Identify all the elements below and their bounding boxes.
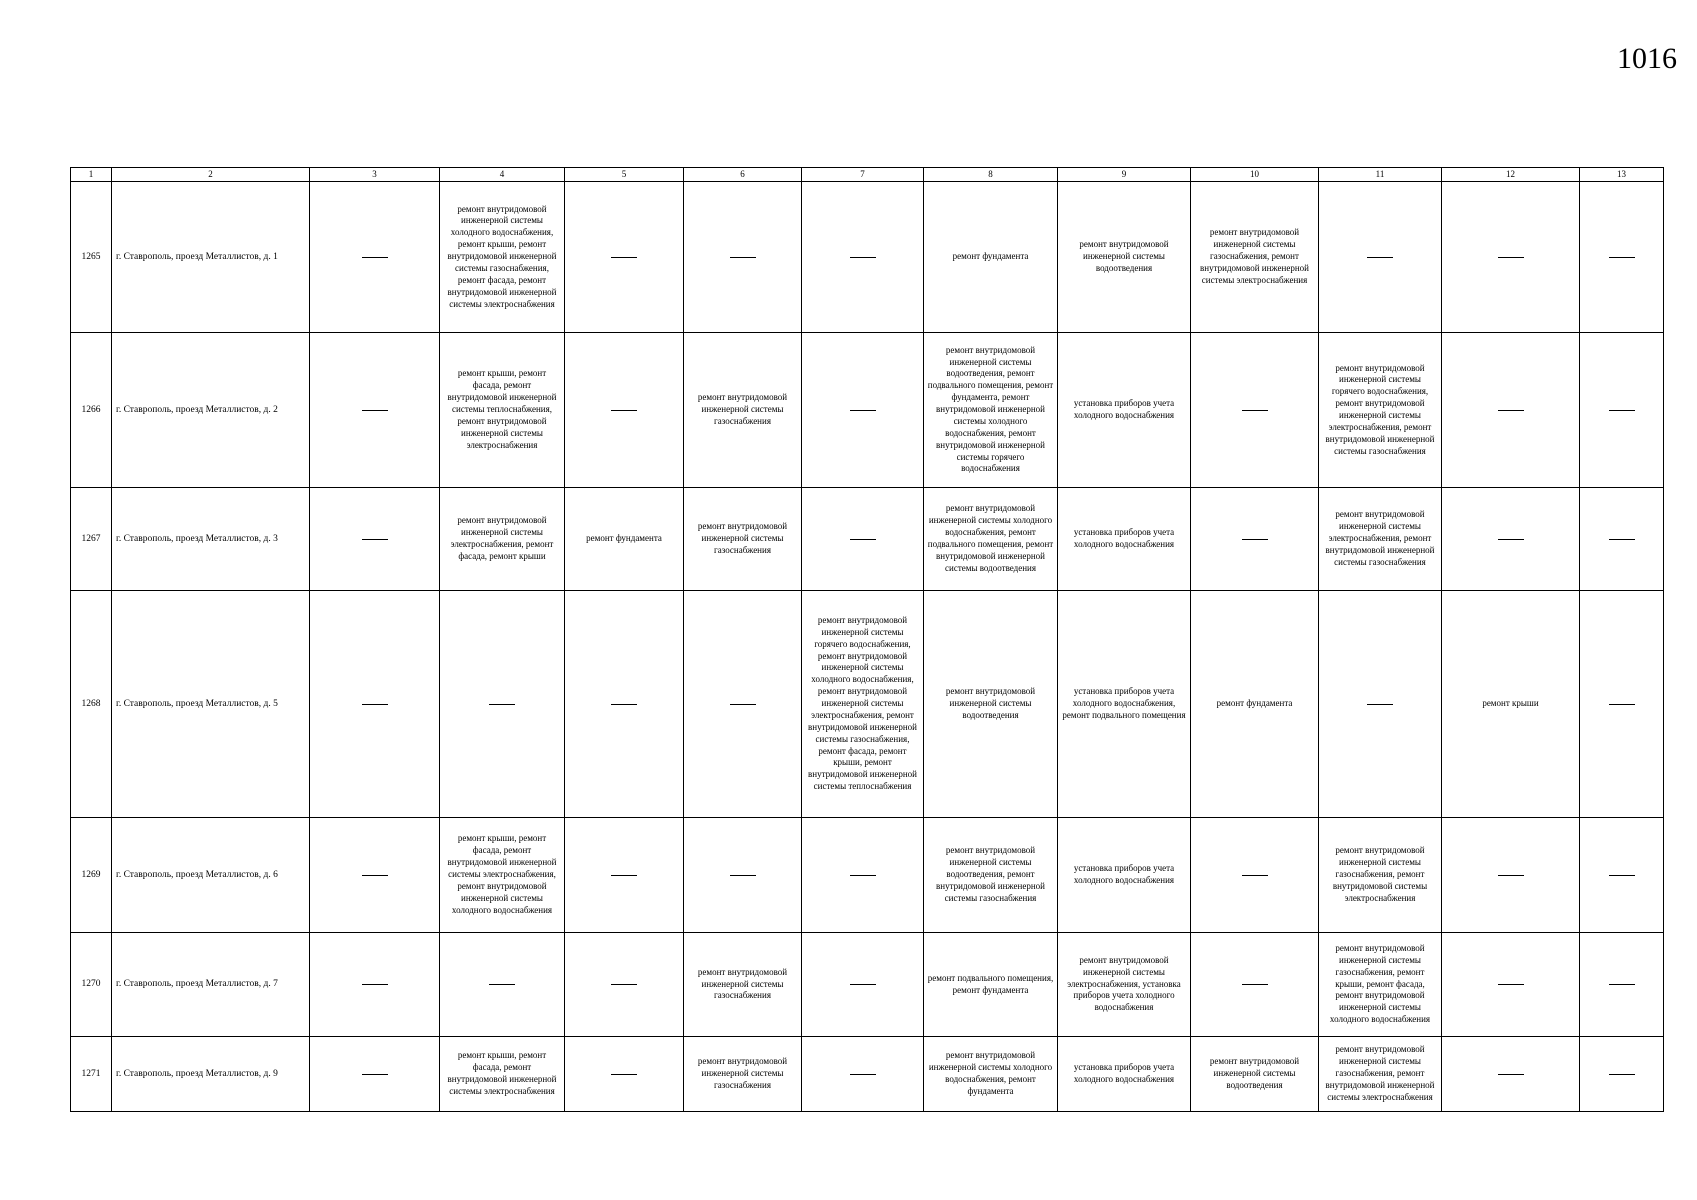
empty-dash <box>362 257 388 258</box>
empty-dash <box>1609 539 1635 540</box>
empty-dash <box>362 704 388 705</box>
empty-dash <box>1609 984 1635 985</box>
empty-dash <box>850 984 876 985</box>
empty-dash <box>611 984 637 985</box>
table-cell <box>802 933 924 1037</box>
address-cell: г. Ставрополь, проезд Металлистов, д. 1 <box>112 182 310 333</box>
empty-dash <box>1609 257 1635 258</box>
empty-dash <box>730 875 756 876</box>
empty-dash <box>611 704 637 705</box>
empty-dash <box>1367 704 1393 705</box>
empty-dash <box>362 984 388 985</box>
table-cell: ремонт внутридомовой инженерной системы водоотведения <box>924 591 1058 818</box>
table-cell: ремонт крыши, ремонт фасада, ремонт внутридомовой инженерной системы электроснабжения, ремонт внутридомовой инженерной системы холодного водоснабжения <box>440 818 565 933</box>
table-cell: ремонт внутридомовой инженерной системы газоснабжения <box>684 1037 802 1112</box>
table-cell <box>310 488 440 591</box>
table-cell: установка приборов учета холодного водоснабжения <box>1058 333 1191 488</box>
column-header: 3 <box>310 168 440 182</box>
column-header: 1 <box>71 168 112 182</box>
column-number-row <box>71 168 1664 182</box>
column-header: 10 <box>1191 168 1319 182</box>
empty-dash <box>611 410 637 411</box>
table-cell <box>1580 818 1664 933</box>
address-cell: г. Ставрополь, проезд Металлистов, д. 7 <box>112 933 310 1037</box>
table-cell <box>1191 933 1319 1037</box>
table-cell <box>565 182 684 333</box>
table-cell: ремонт внутридомовой инженерной системы электроснабжения, ремонт фасада, ремонт крыши <box>440 488 565 591</box>
table-cell: ремонт внутридомовой инженерной системы водоотведения <box>1191 1037 1319 1112</box>
column-header: 7 <box>802 168 924 182</box>
table-row <box>71 488 1664 591</box>
empty-dash <box>730 257 756 258</box>
empty-dash <box>1498 984 1524 985</box>
table-cell <box>1319 591 1442 818</box>
empty-dash <box>1367 257 1393 258</box>
table-cell: ремонт внутридомовой инженерной системы горячего водоснабжения, ремонт внутридомовой инженерной системы холодного водоснабжения, ремонт внутридомовой инженерной системы электроснабжения, ремонт внутридомовой инженерной системы газоснабжения, ремонт фасада, ремонт крыши, ремонт внутридомовой инженерной системы теплоснабжения <box>802 591 924 818</box>
table-cell <box>1442 488 1580 591</box>
table-cell: установка приборов учета холодного водоснабжения, ремонт подвального помещения <box>1058 591 1191 818</box>
empty-dash <box>1498 410 1524 411</box>
table-cell <box>1580 1037 1664 1112</box>
column-header: 11 <box>1319 168 1442 182</box>
table-cell <box>1442 333 1580 488</box>
address-cell: г. Ставрополь, проезд Металлистов, д. 5 <box>112 591 310 818</box>
table-cell <box>1580 182 1664 333</box>
empty-dash <box>489 984 515 985</box>
table-cell <box>1191 333 1319 488</box>
empty-dash <box>1498 257 1524 258</box>
table-cell: ремонт внутридомовой инженерной системы горячего водоснабжения, ремонт внутридомовой инженерной системы электроснабжения, ремонт внутридомовой инженерной системы газоснабжения <box>1319 333 1442 488</box>
table-cell <box>310 333 440 488</box>
empty-dash <box>489 704 515 705</box>
table-cell: установка приборов учета холодного водоснабжения <box>1058 818 1191 933</box>
repair-schedule-table <box>70 167 1664 1112</box>
table-cell <box>565 333 684 488</box>
table-cell <box>440 933 565 1037</box>
empty-dash <box>1609 875 1635 876</box>
empty-dash <box>1242 875 1268 876</box>
table-cell <box>1442 818 1580 933</box>
column-header: 6 <box>684 168 802 182</box>
page-number: 1016 <box>1617 42 1677 75</box>
table-cell <box>684 591 802 818</box>
empty-dash <box>1609 410 1635 411</box>
address-cell: г. Ставрополь, проезд Металлистов, д. 2 <box>112 333 310 488</box>
row-number: 1268 <box>71 591 112 818</box>
empty-dash <box>1242 410 1268 411</box>
table-cell: ремонт внутридомовой инженерной системы газоснабжения, ремонт крыши, ремонт фасада, ремонт внутридомовой инженерной системы холодного водоснабжения <box>1319 933 1442 1037</box>
table-cell <box>1580 488 1664 591</box>
empty-dash <box>1609 1074 1635 1075</box>
table-cell <box>440 591 565 818</box>
empty-dash <box>850 1074 876 1075</box>
row-number: 1269 <box>71 818 112 933</box>
table-cell: ремонт внутридомовой инженерной системы холодного водоснабжения, ремонт подвального помещения, ремонт внутридомовой инженерной системы водоотведения <box>924 488 1058 591</box>
address-cell: г. Ставрополь, проезд Металлистов, д. 6 <box>112 818 310 933</box>
table-row <box>71 591 1664 818</box>
table-cell <box>802 818 924 933</box>
table-cell <box>310 818 440 933</box>
column-header: 9 <box>1058 168 1191 182</box>
table-cell: ремонт внутридомовой инженерной системы газоснабжения, ремонт внутридомовой системы электроснабжения <box>1319 818 1442 933</box>
row-number: 1265 <box>71 182 112 333</box>
row-number: 1270 <box>71 933 112 1037</box>
table-row <box>71 1037 1664 1112</box>
row-number: 1271 <box>71 1037 112 1112</box>
table-cell: ремонт внутридомовой инженерной системы водоотведения <box>1058 182 1191 333</box>
empty-dash <box>1498 1074 1524 1075</box>
table-cell: ремонт крыши, ремонт фасада, ремонт внутридомовой инженерной системы электроснабжения <box>440 1037 565 1112</box>
empty-dash <box>1242 984 1268 985</box>
table-cell <box>1319 182 1442 333</box>
table-cell <box>684 818 802 933</box>
table-cell: ремонт внутридомовой инженерной системы водоотведения, ремонт внутридомовой инженерной системы газоснабжения <box>924 818 1058 933</box>
table-cell: ремонт внутридомовой инженерной системы водоотведения, ремонт подвального помещения, ремонт фундамента, ремонт внутридомовой инженерной системы холодного водоснабжения, ремонт внутридомовой инженерной системы горячего водоснабжения <box>924 333 1058 488</box>
table-cell <box>1442 1037 1580 1112</box>
table-cell: ремонт внутридомовой инженерной системы газоснабжения, ремонт внутридомовой инженерной системы электроснабжения <box>1191 182 1319 333</box>
column-header: 13 <box>1580 168 1664 182</box>
empty-dash <box>1498 875 1524 876</box>
row-number: 1267 <box>71 488 112 591</box>
table-cell <box>1191 818 1319 933</box>
table-cell: ремонт фундамента <box>1191 591 1319 818</box>
table-cell <box>310 182 440 333</box>
table-cell: ремонт внутридомовой инженерной системы холодного водоснабжения, ремонт крыши, ремонт внутридомовой инженерной системы газоснабжения, ремонт фасада, ремонт внутридомовой инженерной системы электроснабжения <box>440 182 565 333</box>
column-header: 2 <box>112 168 310 182</box>
table-cell <box>802 333 924 488</box>
table-cell <box>310 591 440 818</box>
table-cell <box>565 1037 684 1112</box>
table-cell: установка приборов учета холодного водоснабжения <box>1058 488 1191 591</box>
table-cell: ремонт крыши <box>1442 591 1580 818</box>
empty-dash <box>850 875 876 876</box>
table-cell <box>1442 933 1580 1037</box>
empty-dash <box>1498 539 1524 540</box>
column-header: 8 <box>924 168 1058 182</box>
table-cell: ремонт внутридомовой инженерной системы газоснабжения, ремонт внутридомовой инженерной системы электроснабжения <box>1319 1037 1442 1112</box>
table-cell <box>802 488 924 591</box>
table-cell <box>1580 333 1664 488</box>
empty-dash <box>611 1074 637 1075</box>
table-row <box>71 333 1664 488</box>
table-cell: ремонт внутридомовой инженерной системы электроснабжения, установка приборов учета холодного водоснабжения <box>1058 933 1191 1037</box>
column-header: 12 <box>1442 168 1580 182</box>
table-cell <box>1580 591 1664 818</box>
table-cell <box>802 1037 924 1112</box>
column-header: 5 <box>565 168 684 182</box>
empty-dash <box>611 875 637 876</box>
table-cell: ремонт внутридомовой инженерной системы газоснабжения <box>684 933 802 1037</box>
table-cell: ремонт фундамента <box>924 182 1058 333</box>
table-row <box>71 818 1664 933</box>
table-row <box>71 182 1664 333</box>
table-cell <box>310 1037 440 1112</box>
table-cell <box>1580 933 1664 1037</box>
table-row <box>71 933 1664 1037</box>
table-cell <box>565 591 684 818</box>
table-cell: ремонт внутридомовой инженерной системы газоснабжения <box>684 488 802 591</box>
address-cell: г. Ставрополь, проезд Металлистов, д. 3 <box>112 488 310 591</box>
table-cell: ремонт подвального помещения, ремонт фундамента <box>924 933 1058 1037</box>
empty-dash <box>850 410 876 411</box>
empty-dash <box>611 257 637 258</box>
empty-dash <box>362 875 388 876</box>
table-cell: ремонт внутридомовой инженерной системы холодного водоснабжения, ремонт фундамента <box>924 1037 1058 1112</box>
address-cell: г. Ставрополь, проезд Металлистов, д. 9 <box>112 1037 310 1112</box>
empty-dash <box>850 257 876 258</box>
empty-dash <box>362 1074 388 1075</box>
table-cell <box>565 818 684 933</box>
table-cell: ремонт внутридомовой инженерной системы газоснабжения <box>684 333 802 488</box>
empty-dash <box>362 539 388 540</box>
table-cell: установка приборов учета холодного водоснабжения <box>1058 1037 1191 1112</box>
table-cell <box>1191 488 1319 591</box>
empty-dash <box>1242 539 1268 540</box>
table-cell: ремонт крыши, ремонт фасада, ремонт внутридомовой инженерной системы теплоснабжения, ремонт внутридомовой инженерной системы электроснабжения <box>440 333 565 488</box>
table-cell: ремонт внутридомовой инженерной системы электроснабжения, ремонт внутридомовой инженерной системы газоснабжения <box>1319 488 1442 591</box>
column-header: 4 <box>440 168 565 182</box>
table-cell <box>684 182 802 333</box>
empty-dash <box>730 704 756 705</box>
empty-dash <box>850 539 876 540</box>
table-cell <box>310 933 440 1037</box>
empty-dash <box>362 410 388 411</box>
table-cell <box>565 933 684 1037</box>
table-cell <box>802 182 924 333</box>
table-cell: ремонт фундамента <box>565 488 684 591</box>
row-number: 1266 <box>71 333 112 488</box>
empty-dash <box>1609 704 1635 705</box>
table-cell <box>1442 182 1580 333</box>
